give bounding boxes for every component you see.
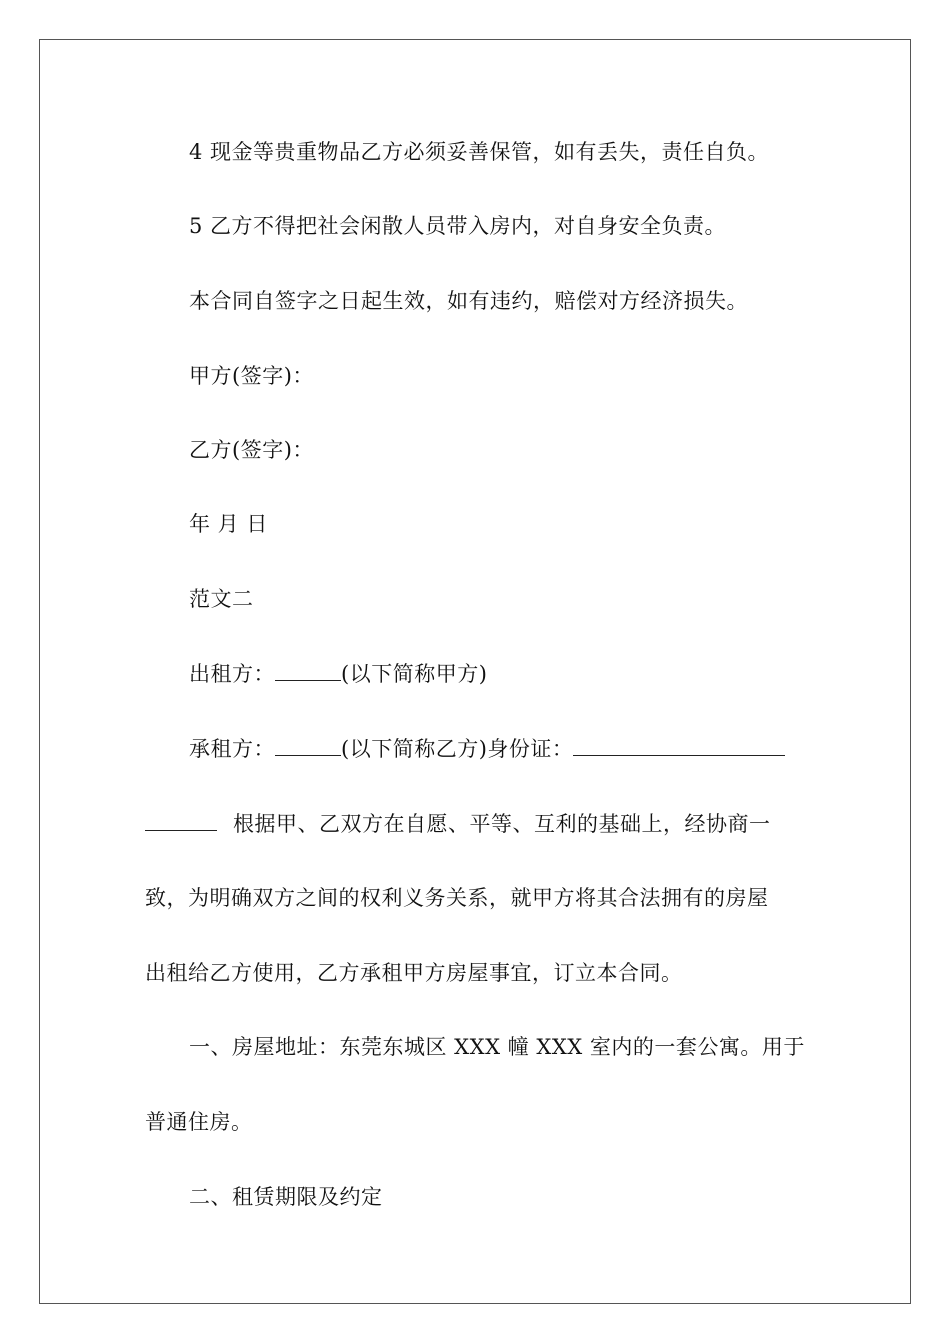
valuables-clause: 4 现金等贵重物品乙方必须妥善保管，如有丢失，责任自负。: [189, 140, 770, 164]
lessor-name-blank: [275, 662, 341, 681]
lessee-label: 承租方：: [189, 737, 275, 761]
id-number-blank-continued: [145, 812, 217, 831]
id-number-blank: [573, 737, 785, 756]
intro-line-3: 出租给乙方使用，乙方承租甲方房屋事宜，订立本合同。: [145, 961, 683, 985]
intro-text-1: 根据甲、乙双方在自愿、平等、互利的基础上，经协商一: [233, 812, 771, 836]
effective-clause: 本合同自签字之日起生效，如有违约，赔偿对方经济损失。: [189, 289, 748, 313]
intro-line-2: 致，为明确双方之间的权利义务关系，就甲方将其合法拥有的房屋: [145, 886, 769, 910]
clause-1-line-2: 普通住房。: [145, 1110, 253, 1134]
sample-two-heading: 范文二: [189, 587, 254, 611]
date-line: 年 月 日: [189, 512, 268, 536]
lessor-label: 出租方：: [189, 662, 275, 686]
intro-line-1: [145, 810, 771, 838]
lessee-line: [189, 735, 785, 763]
lessee-mid: (以下简称乙方)身份证：: [341, 737, 574, 761]
party-b-signature-line: 乙方(签字)：: [189, 438, 314, 462]
lessor-suffix: (以下简称甲方): [341, 662, 488, 686]
lessor-line: [189, 660, 487, 688]
clause-2-title: 二、租赁期限及约定: [189, 1185, 383, 1209]
lessee-name-blank: [275, 737, 341, 756]
visitor-clause: 5 乙方不得把社会闲散人员带入房内，对自身安全负责。: [189, 214, 727, 238]
party-a-signature-line: 甲方(签字)：: [189, 364, 314, 388]
clause-1-line-1: 一、房屋地址：东莞东城区 XXX 幢 XXX 室内的一套公寓。用于: [189, 1035, 805, 1059]
